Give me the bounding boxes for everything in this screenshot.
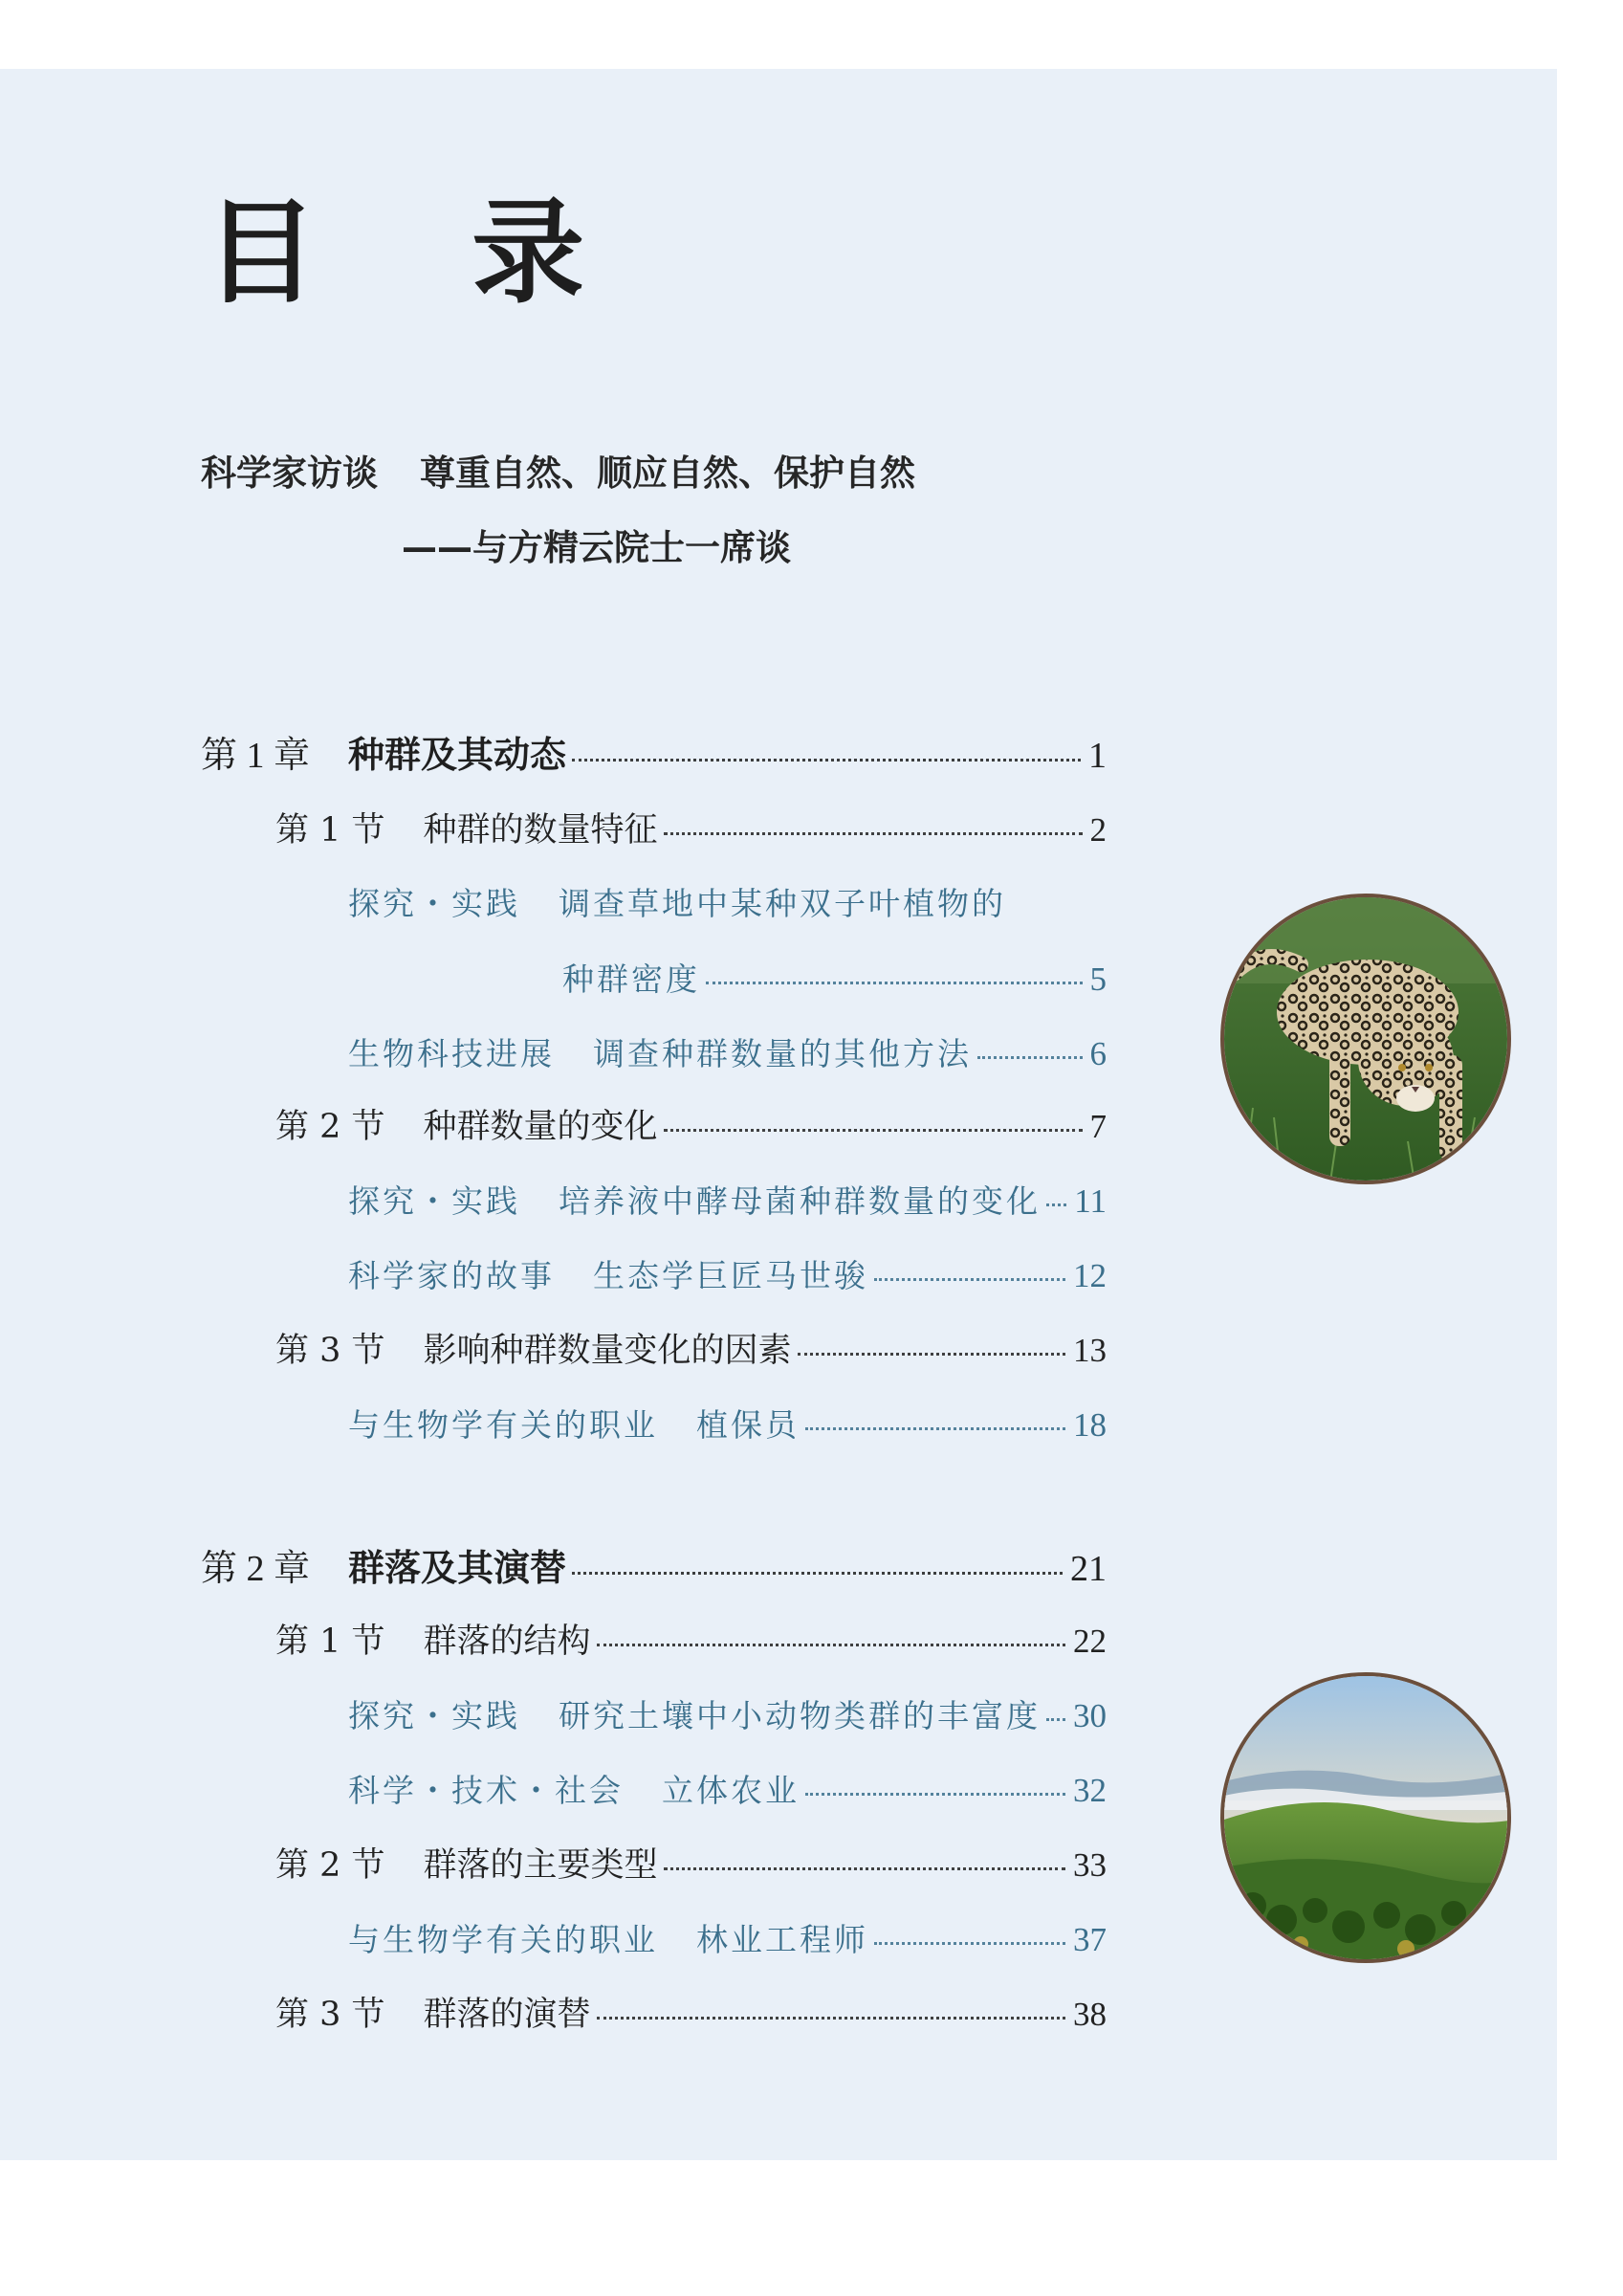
- subentry-label: 与生物学有关的职业: [348, 1406, 658, 1444]
- toc-subentry-continued[interactable]: [562, 962, 1107, 996]
- interview-topic: 尊重自然、顺应自然、保护自然: [420, 453, 915, 494]
- section-title: 群落的结构: [423, 1623, 591, 1661]
- page-number: 18: [1073, 1406, 1107, 1444]
- forest-illustration: [1224, 1676, 1511, 1963]
- section-title: 群落的主要类型: [423, 1846, 658, 1885]
- section-number: 第 2 节: [275, 1108, 385, 1146]
- subentry-label: 生物科技进展: [348, 1035, 555, 1072]
- toc-subentry[interactable]: [348, 1774, 1107, 1807]
- leader-dots: [597, 1644, 1065, 1646]
- page-number: 22: [1073, 1623, 1107, 1660]
- leader-dots: [805, 1793, 1065, 1796]
- chapter-title: 群落及其演替: [348, 1547, 567, 1589]
- interview-label: 科学家访谈: [201, 453, 378, 494]
- chapter-number: 第 2 章: [201, 1549, 311, 1589]
- subentry-title: 种群密度: [562, 960, 700, 998]
- subentry-title: 研究土壤中小动物类群的丰富度: [559, 1697, 1041, 1734]
- toc-subentry[interactable]: [348, 1699, 1107, 1733]
- leader-dots: [798, 1353, 1065, 1356]
- interview-subtitle: ——与方精云院士一席谈: [402, 527, 791, 568]
- leopard-illustration: [1224, 897, 1511, 1184]
- section-number: 第 2 节: [275, 1846, 385, 1885]
- section-number: 第 1 节: [275, 1623, 385, 1661]
- page-number: 6: [1089, 1035, 1107, 1072]
- subentry-label: 探究・实践: [348, 885, 520, 922]
- leader-dots: [572, 759, 1081, 762]
- subentry-title: 调查种群数量的其他方法: [593, 1035, 972, 1072]
- section-title: 群落的演替: [423, 1996, 591, 2034]
- leader-dots: [874, 1278, 1065, 1281]
- toc-section[interactable]: [275, 813, 1107, 848]
- subentry-title: 林业工程师: [696, 1921, 868, 1958]
- subentry-label: 探究・实践: [348, 1697, 520, 1734]
- page-number: 30: [1073, 1697, 1107, 1734]
- chapter-number: 第 1 章: [201, 736, 311, 776]
- subentry-title: 生态学巨匠马世骏: [593, 1257, 868, 1294]
- toc-section[interactable]: [275, 1624, 1107, 1659]
- subentry-title: 调查草地中某种双子叶植物的: [559, 885, 1006, 922]
- leader-dots: [664, 1867, 1065, 1870]
- toc-section[interactable]: [275, 1334, 1107, 1368]
- leader-dots: [1046, 1718, 1065, 1721]
- leopard-photo: [1220, 894, 1511, 1184]
- page-number: 32: [1073, 1772, 1107, 1809]
- subentry-title: 植保员: [696, 1406, 800, 1444]
- section-title: 种群数量的变化: [423, 1108, 658, 1146]
- leader-dots: [706, 982, 1083, 984]
- toc-section[interactable]: [275, 1110, 1107, 1144]
- page-number: 21: [1070, 1549, 1107, 1589]
- toc-chapter-2[interactable]: [201, 1547, 1107, 1589]
- toc-section[interactable]: [275, 1848, 1107, 1883]
- page-number: 2: [1089, 811, 1107, 849]
- toc-title: 目 录: [205, 186, 643, 319]
- toc-subentry[interactable]: [348, 1037, 1107, 1071]
- leader-dots: [874, 1942, 1065, 1945]
- section-number: 第 3 节: [275, 1996, 385, 2034]
- leader-dots: [664, 1129, 1083, 1132]
- forest-landscape-photo: [1220, 1672, 1511, 1963]
- subentry-title: 培养液中酵母菌种群数量的变化: [559, 1182, 1041, 1220]
- toc-subentry[interactable]: [348, 1408, 1107, 1442]
- page-number: 13: [1073, 1332, 1107, 1369]
- page-number: 1: [1088, 736, 1107, 776]
- page-number: 38: [1073, 1996, 1107, 2033]
- page-number: 5: [1089, 960, 1107, 998]
- section-title: 种群的数量特征: [423, 811, 658, 850]
- toc-subentry[interactable]: [348, 885, 1049, 922]
- section-title: 影响种群数量变化的因素: [423, 1332, 792, 1370]
- subentry-label: 探究・实践: [348, 1182, 520, 1220]
- leader-dots: [572, 1572, 1063, 1575]
- section-number: 第 1 节: [275, 811, 385, 850]
- section-number: 第 3 节: [275, 1332, 385, 1370]
- interview-entry[interactable]: [201, 453, 915, 568]
- subentry-label: 与生物学有关的职业: [348, 1921, 658, 1958]
- subentry-label: 科学家的故事: [348, 1257, 555, 1294]
- leader-dots: [664, 832, 1083, 835]
- page-number: 37: [1073, 1921, 1107, 1958]
- page-number: 11: [1074, 1182, 1107, 1220]
- leader-dots: [977, 1056, 1083, 1059]
- page-number: 33: [1073, 1846, 1107, 1884]
- toc-section[interactable]: [275, 1998, 1107, 2032]
- subentry-label: 科学・技术・社会: [348, 1772, 624, 1809]
- toc-subentry[interactable]: [348, 1184, 1107, 1218]
- leader-dots: [805, 1427, 1065, 1430]
- chapter-title: 种群及其动态: [348, 734, 567, 776]
- leader-dots: [597, 2017, 1065, 2020]
- toc-subentry[interactable]: [348, 1259, 1107, 1292]
- page-number: 7: [1089, 1108, 1107, 1145]
- leader-dots: [1046, 1203, 1066, 1206]
- page-number: 12: [1073, 1257, 1107, 1294]
- toc-subentry[interactable]: [348, 1923, 1107, 1956]
- subentry-title: 立体农业: [662, 1772, 800, 1809]
- toc-chapter-1[interactable]: [201, 734, 1107, 776]
